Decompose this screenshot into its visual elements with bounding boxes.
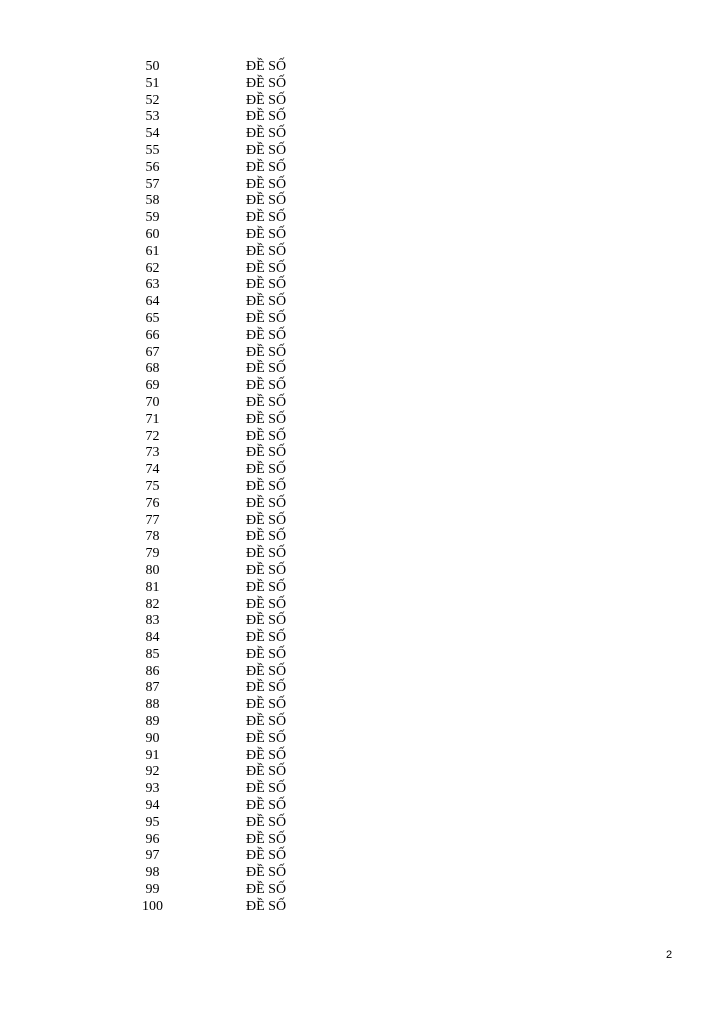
list-item [0, 361, 725, 378]
list-item [0, 210, 725, 227]
item-label: ĐỀ SỐ [246, 109, 287, 125]
item-label: ĐỀ SỐ [246, 294, 287, 310]
item-number: 85 [145, 646, 160, 662]
item-number: 70 [145, 394, 160, 410]
item-label: ĐỀ SỐ [246, 176, 287, 192]
list-item [0, 143, 725, 160]
item-label: ĐỀ SỐ [246, 814, 287, 830]
item-label: ĐỀ SỐ [246, 512, 287, 528]
item-number: 81 [145, 579, 160, 595]
list-item [0, 748, 725, 765]
item-label: ĐỀ SỐ [246, 210, 287, 226]
item-number: 55 [145, 142, 160, 158]
item-number: 64 [145, 294, 160, 310]
page-number: 2 [666, 949, 673, 961]
list-item [0, 261, 725, 278]
item-label: ĐỀ SỐ [246, 663, 287, 679]
item-number: 91 [145, 747, 160, 763]
item-label: ĐỀ SỐ [246, 159, 287, 175]
item-number: 78 [145, 529, 160, 545]
item-number: 65 [145, 310, 160, 326]
item-label: ĐỀ SỐ [246, 781, 287, 797]
item-label: ĐỀ SỐ [246, 579, 287, 595]
list-item [0, 647, 725, 664]
item-label: ĐỀ SỐ [246, 428, 287, 444]
list-item [0, 328, 725, 345]
item-label: ĐỀ SỐ [246, 126, 287, 142]
item-number: 77 [145, 512, 160, 528]
item-number: 73 [145, 445, 160, 461]
item-number: 99 [145, 882, 160, 898]
item-label: ĐỀ SỐ [246, 226, 287, 242]
item-label: ĐỀ SỐ [246, 462, 287, 478]
item-number: 74 [145, 462, 160, 478]
item-label: ĐỀ SỐ [246, 411, 287, 427]
item-number: 56 [145, 159, 160, 175]
item-number: 62 [145, 260, 160, 276]
item-number: 57 [145, 176, 160, 192]
item-label: ĐỀ SỐ [246, 59, 287, 74]
item-label: ĐỀ SỐ [246, 327, 287, 343]
list-item [0, 563, 725, 580]
item-number: 60 [145, 226, 160, 242]
item-number: 89 [145, 714, 160, 730]
exam-list [0, 59, 725, 916]
list-item [0, 311, 725, 328]
item-label: ĐỀ SỐ [246, 75, 287, 91]
item-label: ĐỀ SỐ [246, 747, 287, 763]
list-item [0, 93, 725, 110]
item-number: 79 [145, 546, 160, 562]
item-label: ĐỀ SỐ [246, 445, 287, 461]
item-number: 68 [145, 361, 160, 377]
list-item [0, 832, 725, 849]
list-item [0, 244, 725, 261]
list-item [0, 815, 725, 832]
list-item [0, 697, 725, 714]
list-item [0, 546, 725, 563]
list-item [0, 630, 725, 647]
item-number: 67 [145, 344, 160, 360]
item-number: 72 [145, 428, 160, 444]
item-label: ĐỀ SỐ [246, 646, 287, 662]
item-label: ĐỀ SỐ [246, 243, 287, 259]
list-item [0, 529, 725, 546]
list-item [0, 462, 725, 479]
item-label: ĐỀ SỐ [246, 92, 287, 108]
item-label: ĐỀ SỐ [246, 193, 287, 209]
list-item [0, 109, 725, 126]
item-number: 63 [145, 277, 160, 293]
item-number: 51 [145, 75, 160, 91]
item-label: ĐỀ SỐ [246, 546, 287, 562]
item-label: ĐỀ SỐ [246, 142, 287, 158]
item-number: 92 [145, 764, 160, 780]
item-label: ĐỀ SỐ [246, 831, 287, 847]
list-item [0, 899, 725, 916]
list-item [0, 865, 725, 882]
item-label: ĐỀ SỐ [246, 529, 287, 545]
item-number: 58 [145, 193, 160, 209]
item-label: ĐỀ SỐ [246, 898, 287, 914]
item-label: ĐỀ SỐ [246, 630, 287, 646]
item-number: 87 [145, 680, 160, 696]
list-item [0, 664, 725, 681]
list-item [0, 193, 725, 210]
list-item [0, 580, 725, 597]
list-item [0, 227, 725, 244]
list-item [0, 345, 725, 362]
item-number: 75 [145, 478, 160, 494]
item-number: 86 [145, 663, 160, 679]
list-item [0, 177, 725, 194]
list-item [0, 445, 725, 462]
list-item [0, 680, 725, 697]
list-item [0, 76, 725, 93]
item-label: ĐỀ SỐ [246, 730, 287, 746]
item-label: ĐỀ SỐ [246, 764, 287, 780]
item-label: ĐỀ SỐ [246, 361, 287, 377]
item-number: 52 [145, 92, 160, 108]
item-number: 54 [145, 126, 160, 142]
item-number: 83 [145, 613, 160, 629]
item-number: 71 [145, 411, 160, 427]
item-number: 93 [145, 781, 160, 797]
item-number: 66 [145, 327, 160, 343]
item-label: ĐỀ SỐ [246, 260, 287, 276]
item-label: ĐỀ SỐ [246, 596, 287, 612]
list-item [0, 479, 725, 496]
list-item [0, 714, 725, 731]
item-number: 69 [145, 378, 160, 394]
item-number: 59 [145, 210, 160, 226]
item-number: 98 [145, 865, 160, 881]
list-item [0, 496, 725, 513]
item-label: ĐỀ SỐ [246, 848, 287, 864]
item-label: ĐỀ SỐ [246, 613, 287, 629]
list-item [0, 764, 725, 781]
list-item [0, 798, 725, 815]
list-item [0, 160, 725, 177]
item-number: 76 [145, 495, 160, 511]
item-number: 90 [145, 730, 160, 746]
item-number: 50 [145, 59, 160, 74]
item-number: 61 [145, 243, 160, 259]
list-item [0, 781, 725, 798]
item-number: 88 [145, 697, 160, 713]
list-item [0, 848, 725, 865]
item-label: ĐỀ SỐ [246, 798, 287, 814]
list-item [0, 513, 725, 530]
item-number: 96 [145, 831, 160, 847]
list-item [0, 126, 725, 143]
item-label: ĐỀ SỐ [246, 562, 287, 578]
list-item [0, 378, 725, 395]
item-label: ĐỀ SỐ [246, 478, 287, 494]
list-item [0, 731, 725, 748]
list-item [0, 294, 725, 311]
item-number: 82 [145, 596, 160, 612]
item-label: ĐỀ SỐ [246, 378, 287, 394]
list-item [0, 882, 725, 899]
item-number: 94 [145, 798, 160, 814]
item-label: ĐỀ SỐ [246, 495, 287, 511]
list-item [0, 59, 725, 76]
list-item [0, 412, 725, 429]
list-item [0, 395, 725, 412]
item-label: ĐỀ SỐ [246, 714, 287, 730]
list-item [0, 597, 725, 614]
list-item [0, 429, 725, 446]
item-label: ĐỀ SỐ [246, 865, 287, 881]
item-number: 80 [145, 562, 160, 578]
list-item [0, 277, 725, 294]
item-number: 97 [145, 848, 160, 864]
item-label: ĐỀ SỐ [246, 394, 287, 410]
item-number: 84 [145, 630, 160, 646]
item-label: ĐỀ SỐ [246, 882, 287, 898]
item-number: 95 [145, 814, 160, 830]
item-label: ĐỀ SỐ [246, 310, 287, 326]
item-label: ĐỀ SỐ [246, 344, 287, 360]
list-item [0, 613, 725, 630]
item-number: 53 [145, 109, 160, 125]
item-number: 100 [142, 898, 163, 914]
item-label: ĐỀ SỐ [246, 680, 287, 696]
item-label: ĐỀ SỐ [246, 697, 287, 713]
item-label: ĐỀ SỐ [246, 277, 287, 293]
